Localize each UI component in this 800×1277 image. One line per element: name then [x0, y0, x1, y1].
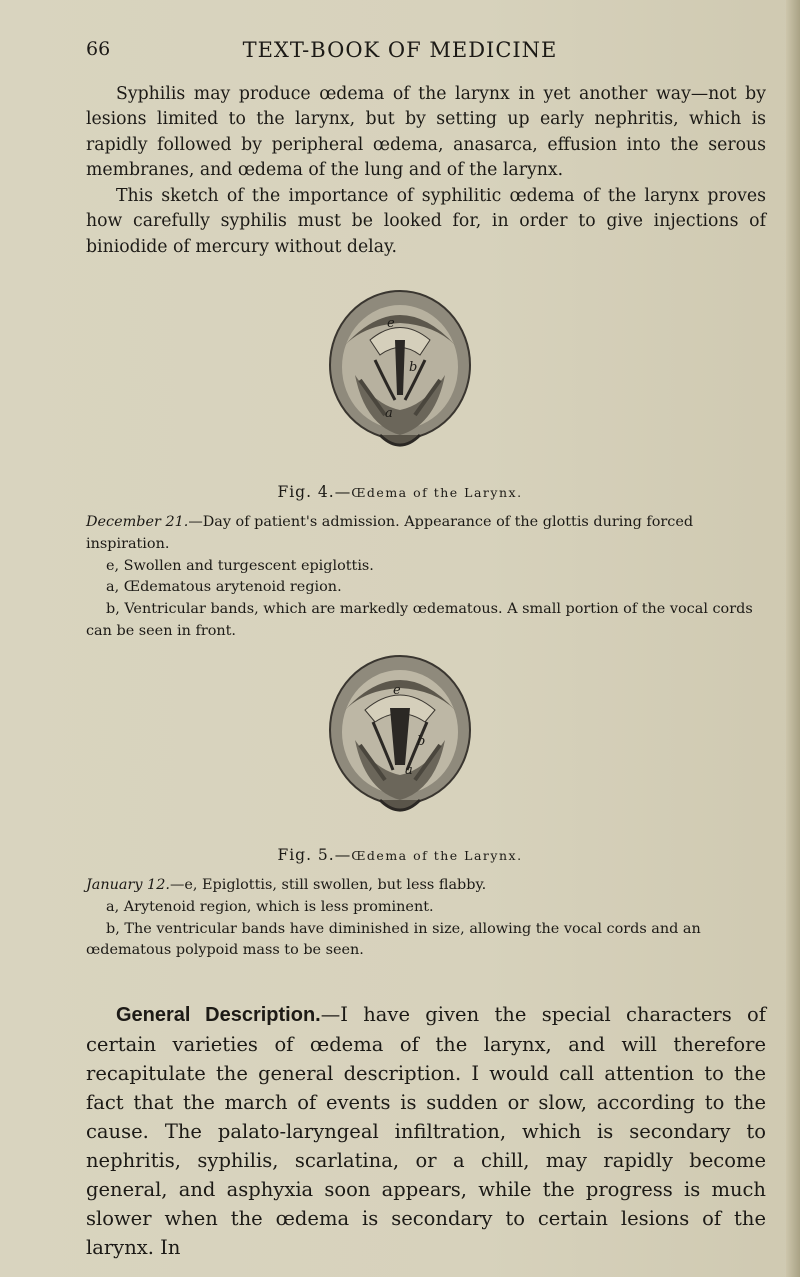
- figure-5-date-text: —e, Epiglottis, still swollen, but less flabby.: [169, 877, 487, 893]
- general-description-text: —I have given the special characters of certain varieties of œdema of the larynx, and will therefore recapitulate the general description. I would call attention to the fact that the march of events is sudden or slow, according to the cause. The palato-laryngeal infiltration, which is secondary to nephritis, syphilis, scarlatina, or a chill, may rapidly become general, and asphyxia soon appears, while the progress is much slower when the œdema is secondary to certain lesions of the larynx. In: [86, 1003, 766, 1259]
- larynx-illustration-fig5: [325, 650, 475, 830]
- fig5-label-b: b: [417, 734, 426, 749]
- figure-4-item: b, Ventricular bands, which are markedly œdematous. A small portion of the vocal cords can be seen in front.: [86, 601, 753, 639]
- paragraph-sketch: This sketch of the importance of syphilitic œdema of the larynx proves how carefully syphilis must be looked for, in order to give injections of biniodide of mercury without delay.: [86, 186, 766, 257]
- page-header: [0, 38, 800, 72]
- figure-4-item: a, Œdematous arytenoid region.: [106, 579, 342, 596]
- fig4-label-b: b: [409, 360, 418, 375]
- figure-4: [0, 285, 800, 485]
- figure-5-item: a, Arytenoid region, which is less prominent.: [106, 898, 434, 915]
- paragraph-syphilis: Syphilis may produce œdema of the larynx in yet another way—not by lesions limited to the larynx, but by setting up early nephritis, which is rapidly followed by peripheral œdema, anasarca, effusion into the serous membranes, and œdema of the lung and of the larynx.: [86, 84, 766, 181]
- fig5-label-e: e: [393, 683, 401, 698]
- figure-5-number: Fig. 5.—: [277, 846, 352, 864]
- figure-5-title: Œdema of the Larynx.: [351, 848, 523, 863]
- figure-4-title: Œdema of the Larynx.: [351, 485, 523, 500]
- figure-5-caption: [0, 846, 800, 864]
- general-description-heading: General Description.: [116, 1004, 321, 1026]
- figure-4-caption: [0, 483, 800, 501]
- figure-4-date: December 21.: [86, 514, 189, 530]
- fig4-label-e: e: [387, 316, 395, 331]
- running-head: TEXT-BOOK OF MEDICINE: [242, 38, 558, 62]
- fig5-label-a: a: [405, 763, 413, 778]
- larynx-illustration-fig4: [325, 285, 475, 465]
- figure-5-notes: [86, 875, 766, 962]
- page-edge: [786, 0, 800, 1277]
- figure-4-number: Fig. 4.—: [277, 483, 352, 501]
- page-number: 66: [86, 38, 111, 60]
- figure-5: [0, 650, 800, 850]
- figure-4-date-text: —Day of patient's admission. Appearance of the glottis during forced inspiration.: [86, 514, 694, 552]
- figure-4-notes: [86, 512, 766, 643]
- figure-5-date: January 12.: [86, 877, 170, 893]
- figure-5-item: b, The ventricular bands have diminished in size, allowing the vocal cords and an œdematous polypoid mass to be seen.: [86, 920, 701, 959]
- general-description-paragraph: [86, 1000, 766, 1262]
- figure-4-item: e, Swollen and turgescent epiglottis.: [106, 557, 374, 574]
- fig4-label-a: a: [385, 406, 393, 421]
